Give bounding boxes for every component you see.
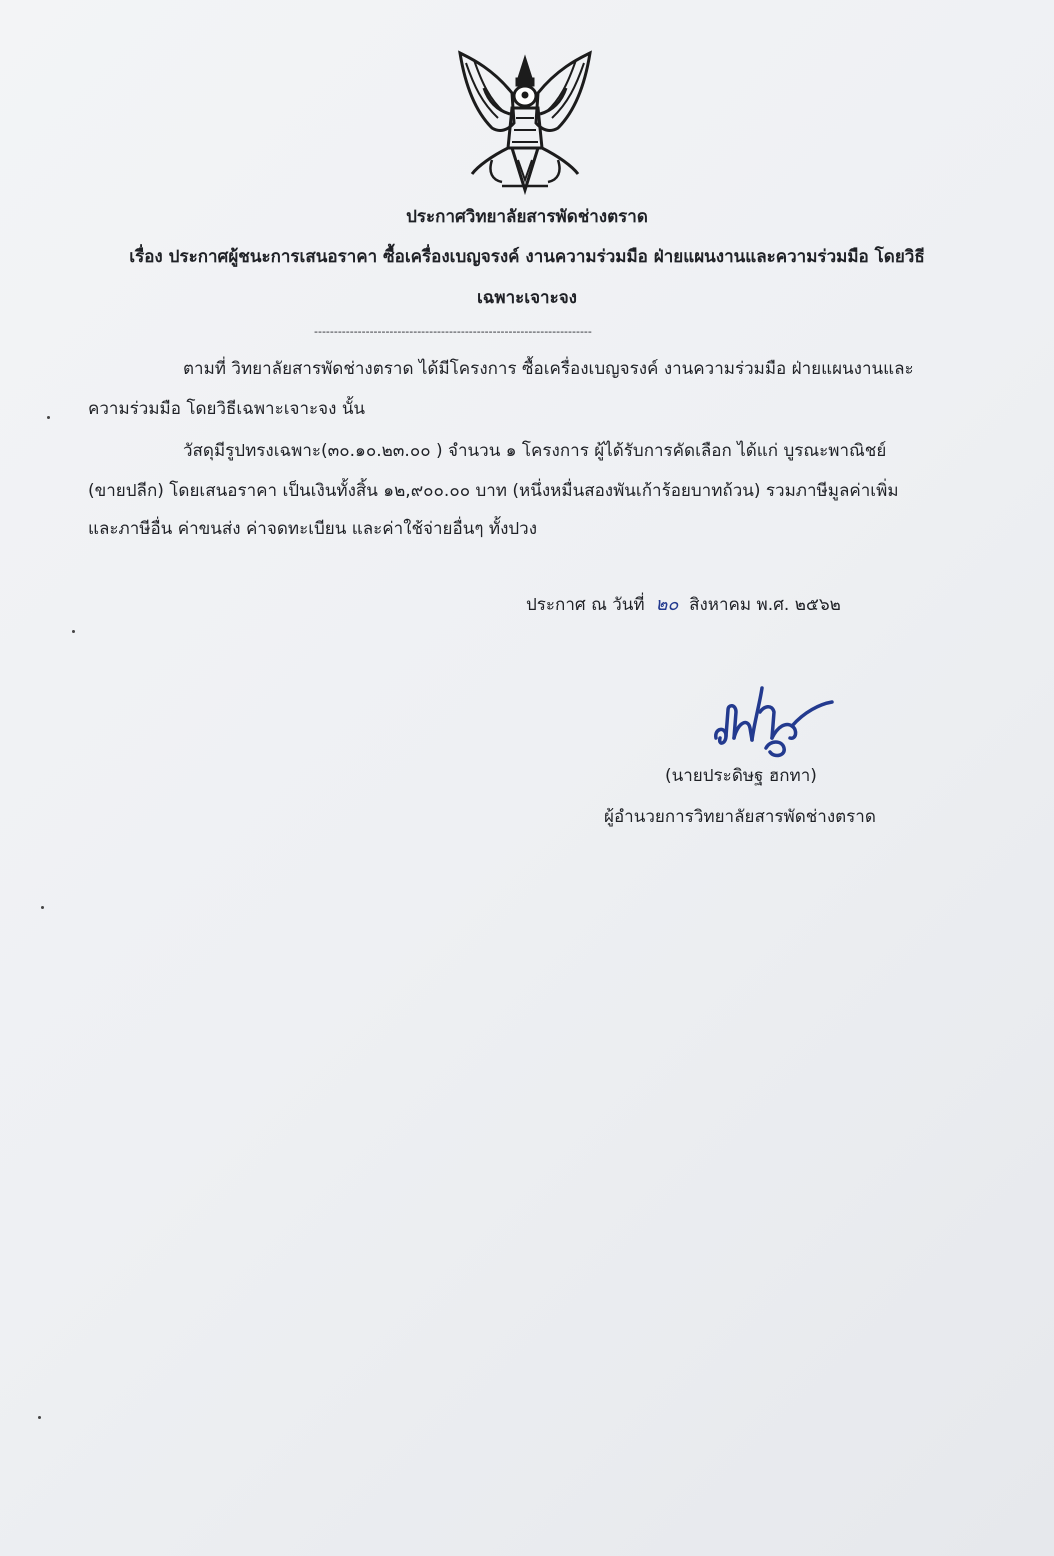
paper-speck (41, 906, 44, 909)
para1-line2: ความร่วมมือ โดยวิธีเฉพาะเจาะจง นั้น (88, 399, 366, 419)
paper-speck (47, 416, 50, 419)
para2-line1: วัสดุมีรูปทรงเฉพาะ(๓๐.๑๐.๒๓.๐๐ ) จำนวน ๑ โครงการ ผู้ได้รับการคัดเลือก ได้แก่ บูรณะพาณิชย์ (183, 441, 887, 461)
paper-speck (38, 1416, 41, 1419)
para2-line2: (ขายปลีก) โดยเสนอราคา เป็นเงินทั้งสิ้น ๑๒,๙๐๐.๐๐ บาท (หนึ่งหมื่นสองพันเก้าร้อยบาทถ้วน) รวมภาษีมูลค่าเพิ่ม (88, 481, 899, 501)
signatory-name: (นายประดิษฐ ฮกทา) (665, 766, 817, 786)
garuda-emblem-icon (452, 48, 598, 198)
date-prefix: ประกาศ ณ วันที่ (526, 595, 645, 615)
subject-line-1: เรื่อง ประกาศผู้ชนะการเสนอราคา ซื้อเครื่องเบญจรงค์ งานความร่วมมือ ฝ่ายแผนงานและความร่วมมือ โดยวิธี (129, 247, 925, 267)
handwritten-signature-icon (708, 682, 836, 762)
org-title: ประกาศวิทยาลัยสารพัดช่างตราด (406, 207, 648, 227)
announcement-date (526, 594, 841, 616)
date-month-year: สิงหาคม พ.ศ. ๒๕๖๒ (689, 595, 841, 615)
subject-line-2: เฉพาะเจาะจง (477, 288, 577, 308)
paper-speck (72, 630, 75, 633)
para1-line1: ตามที่ วิทยาลัยสารพัดช่างตราด ได้มีโครงการ ซื้อเครื่องเบญจรงค์ งานความร่วมมือ ฝ่ายแผนงานและ (183, 359, 914, 379)
date-day-handwritten: ๒๐ (655, 594, 679, 615)
signatory-position: ผู้อำนวยการวิทยาลัยสารพัดช่างตราด (604, 807, 876, 827)
para2-line3: และภาษีอื่น ค่าขนส่ง ค่าจดทะเบียน และค่าใช้จ่ายอื่นๆ ทั้งปวง (88, 519, 538, 539)
separator-line: ---------------------------------------------------------------------- (314, 326, 592, 338)
